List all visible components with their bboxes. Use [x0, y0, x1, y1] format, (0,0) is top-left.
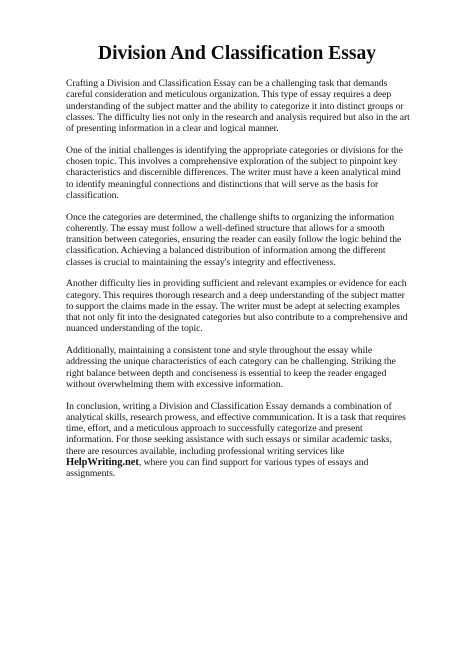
document-body [66, 78, 410, 490]
document-title: Division And Classification Essay [98, 43, 376, 64]
paragraph-organization: Once the categories are determined, the challenge shifts to organizing the information coherently. The essay must follow a well-defined structure that allows for a smooth transition between categories, ensuring the reader can easily follow the logic behind the classification. Achieving a balanced distribution of information among the different classes is crucial to maintaining the essay's integrity and effectiveness. [66, 211, 402, 268]
paragraph-examples: Another difficulty lies in providing sufficient and relevant examples or evidence for each category. This requires thorough research and a deep understanding of the subject matter to support the claims made in the essay. The writer must be adept at selecting examples that not only fit into the designated categories but also contribute to a comprehensive and nuanced understanding of the topic. [66, 278, 408, 335]
paragraph-tone: Additionally, maintaining a consistent tone and style throughout the essay while addressing the unique characteristics of each category can be challenging. Striking the right balance between depth and conciseness is essential to keep the reader engaged without overwhelming them with excessive information. [66, 345, 396, 390]
paragraph-intro: Crafting a Division and Classification Essay can be a challenging task that demands careful consideration and meticulous organization. This type of essay requires a deep understanding of the subject matter and the ability to categorize it into distinct groups or classes. The difficulty lies not only in the research and analysis required but also in the art of presenting information in a clear and logical manner. [66, 78, 410, 134]
conclusion-text-start: In conclusion, writing a Division and Classification Essay demands a combination of analytical skills, research prowess, and effective communication. It is a task that requires time, effort, and a meticulous approach to successfully categorize and present information. For those seeking assistance with such essays or similar academic tasks, there are resources available, including professional writing services like [66, 400, 406, 457]
paragraph-categories: One of the initial challenges is identifying the appropriate categories or divisions for the chosen topic. This involves a comprehensive exploration of the subject to pinpoint key characteristics and discernible differences. The writer must have a keen analytical mind to identify meaningful connections and distinctions that will serve as the basis for classification. [66, 144, 403, 201]
brand-name: HelpWriting.net [66, 456, 139, 468]
paragraph-conclusion [66, 401, 410, 480]
conclusion-text-end: , where you can find support for various types of essays and assignments. [66, 456, 369, 479]
